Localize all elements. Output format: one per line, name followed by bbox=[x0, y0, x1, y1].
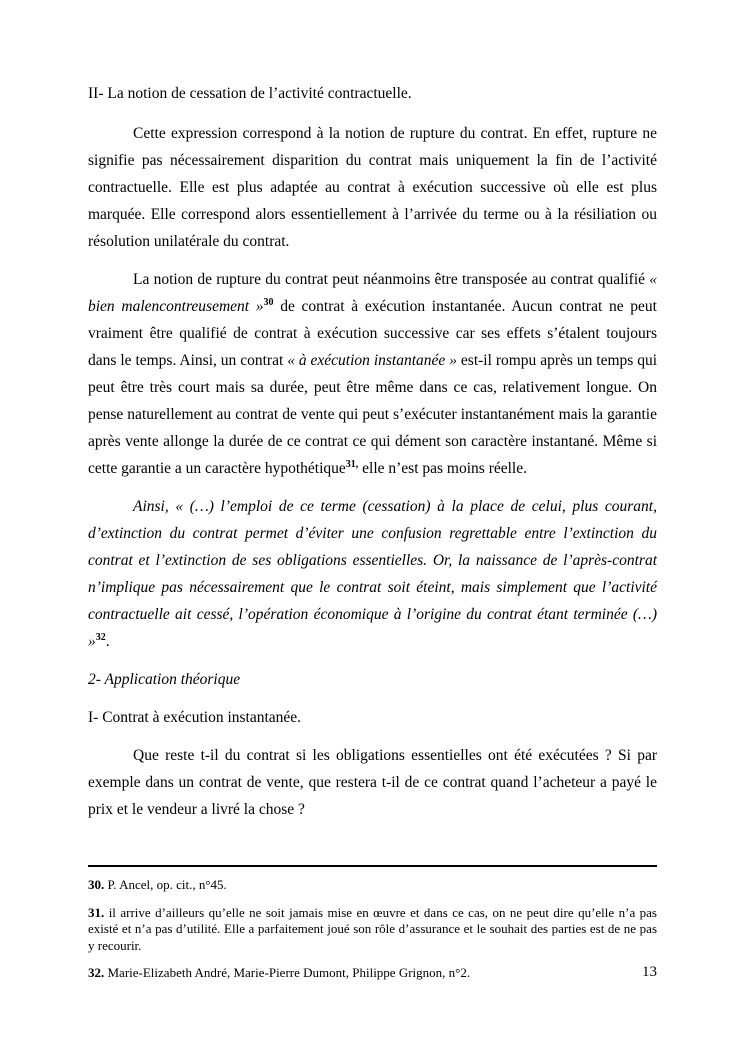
paragraph-2-quote-2: « à exécution instantanée » bbox=[287, 352, 457, 369]
footnote-30-number: 30. bbox=[88, 877, 105, 892]
paragraph-2-text-3: est-il rompu après un temps qui peut être très court mais sa durée, peut être même dans ce cas, relativement longue. On pense naturellement au contrat de vente qui peut s’exécuter instantanément mais la garantie après vente allonge la durée de ce contrat ce qui dément son caractère instantané. Même si cette garantie a un caractère hypothétique bbox=[88, 352, 658, 477]
footnote-ref-32: 32 bbox=[95, 631, 106, 643]
footnote-separator bbox=[88, 865, 657, 867]
paragraph-2-text-4: elle n’est pas moins réelle. bbox=[358, 460, 527, 477]
paragraph-1: Cette expression correspond à la notion de rupture du contrat. En effet, rupture ne signifie pas nécessairement disparition du contrat mais uniquement la fin de l’activité contractuelle. Elle est plus adaptée au contrat à exécution successive où elle est plus marquée. Elle correspond alors essentiellement à l’arrivée du terme ou à la résiliation ou résolution unilatérale du contrat. bbox=[88, 125, 657, 250]
footnote-ref-30: 30 bbox=[263, 296, 274, 308]
footnote-ref-31: 31, bbox=[345, 458, 359, 470]
paragraph-3 bbox=[88, 493, 657, 655]
section-heading: II- La notion de cessation de l’activité contractuelle. bbox=[88, 85, 412, 102]
footnotes-section bbox=[88, 877, 657, 982]
footnote-30 bbox=[88, 877, 657, 894]
page-number: 13 bbox=[642, 964, 657, 980]
paragraph-2-quote-1: « bien malencontreusement » bbox=[88, 271, 657, 315]
subheading-application-theorique: 2- Application théorique bbox=[88, 671, 241, 688]
footnote-31-text: il arrive d’ailleurs qu’elle ne soit jamais mise en œuvre et dans ce cas, on ne peut dire qu’elle n’a pas existé et n’a pas d’utilité. Elle a parfaitement joué son rôle d’assurance et le souhait des parties est de ne pas y recourir. bbox=[88, 904, 657, 953]
footnote-30-text: P. Ancel, op. cit., n°45. bbox=[104, 877, 227, 892]
paragraph-3-quote: « (…) l’emploi de ce terme (cessation) à la place de celui, plus courant, d’extinction du contrat permet d’éviter une confusion regrettable entre l’extinction du contrat et l’extinction de ses obligations essentielles. Or, la naissance de l’après-contrat n’implique pas nécessairement que le contrat soit éteint, mais simplement que l’activité contractuelle ait cessé, l’opération économique à l’origine du contrat étant terminée (…) » bbox=[88, 498, 657, 650]
paragraph-4: Que reste t-il du contrat si les obligations essentielles ont été exécutées ? Si par exemple dans un contrat de vente, que restera t-il de ce contrat quand l’acheteur a payé le prix et le vendeur a livré la chose ? bbox=[88, 747, 657, 818]
footnote-31-number: 31. bbox=[88, 904, 105, 920]
heading-contrat-execution-instantanee: I- Contrat à exécution instantanée. bbox=[88, 709, 302, 726]
paragraph-3-intro: Ainsi, bbox=[133, 498, 176, 515]
paragraph-3-text-end: . bbox=[105, 633, 110, 650]
footnote-31 bbox=[88, 905, 657, 955]
paragraph-2 bbox=[88, 266, 657, 482]
footnote-32 bbox=[88, 965, 657, 982]
paragraph-2-text-2: de contrat à exécution instantanée. Aucun contrat ne peut vraiment être qualifié de contrat à exécution successive car ses effets s’étalent toujours dans le temps. Ainsi, un contrat bbox=[88, 298, 657, 369]
paragraph-2-text-1: La notion de rupture du contrat peut néanmoins être transposée au contrat qualifié bbox=[133, 271, 650, 288]
footnote-32-text: Marie-Elizabeth André, Marie-Pierre Dumont, Philippe Grignon, n°2. bbox=[104, 965, 471, 980]
footnote-32-number: 32. bbox=[88, 965, 105, 980]
